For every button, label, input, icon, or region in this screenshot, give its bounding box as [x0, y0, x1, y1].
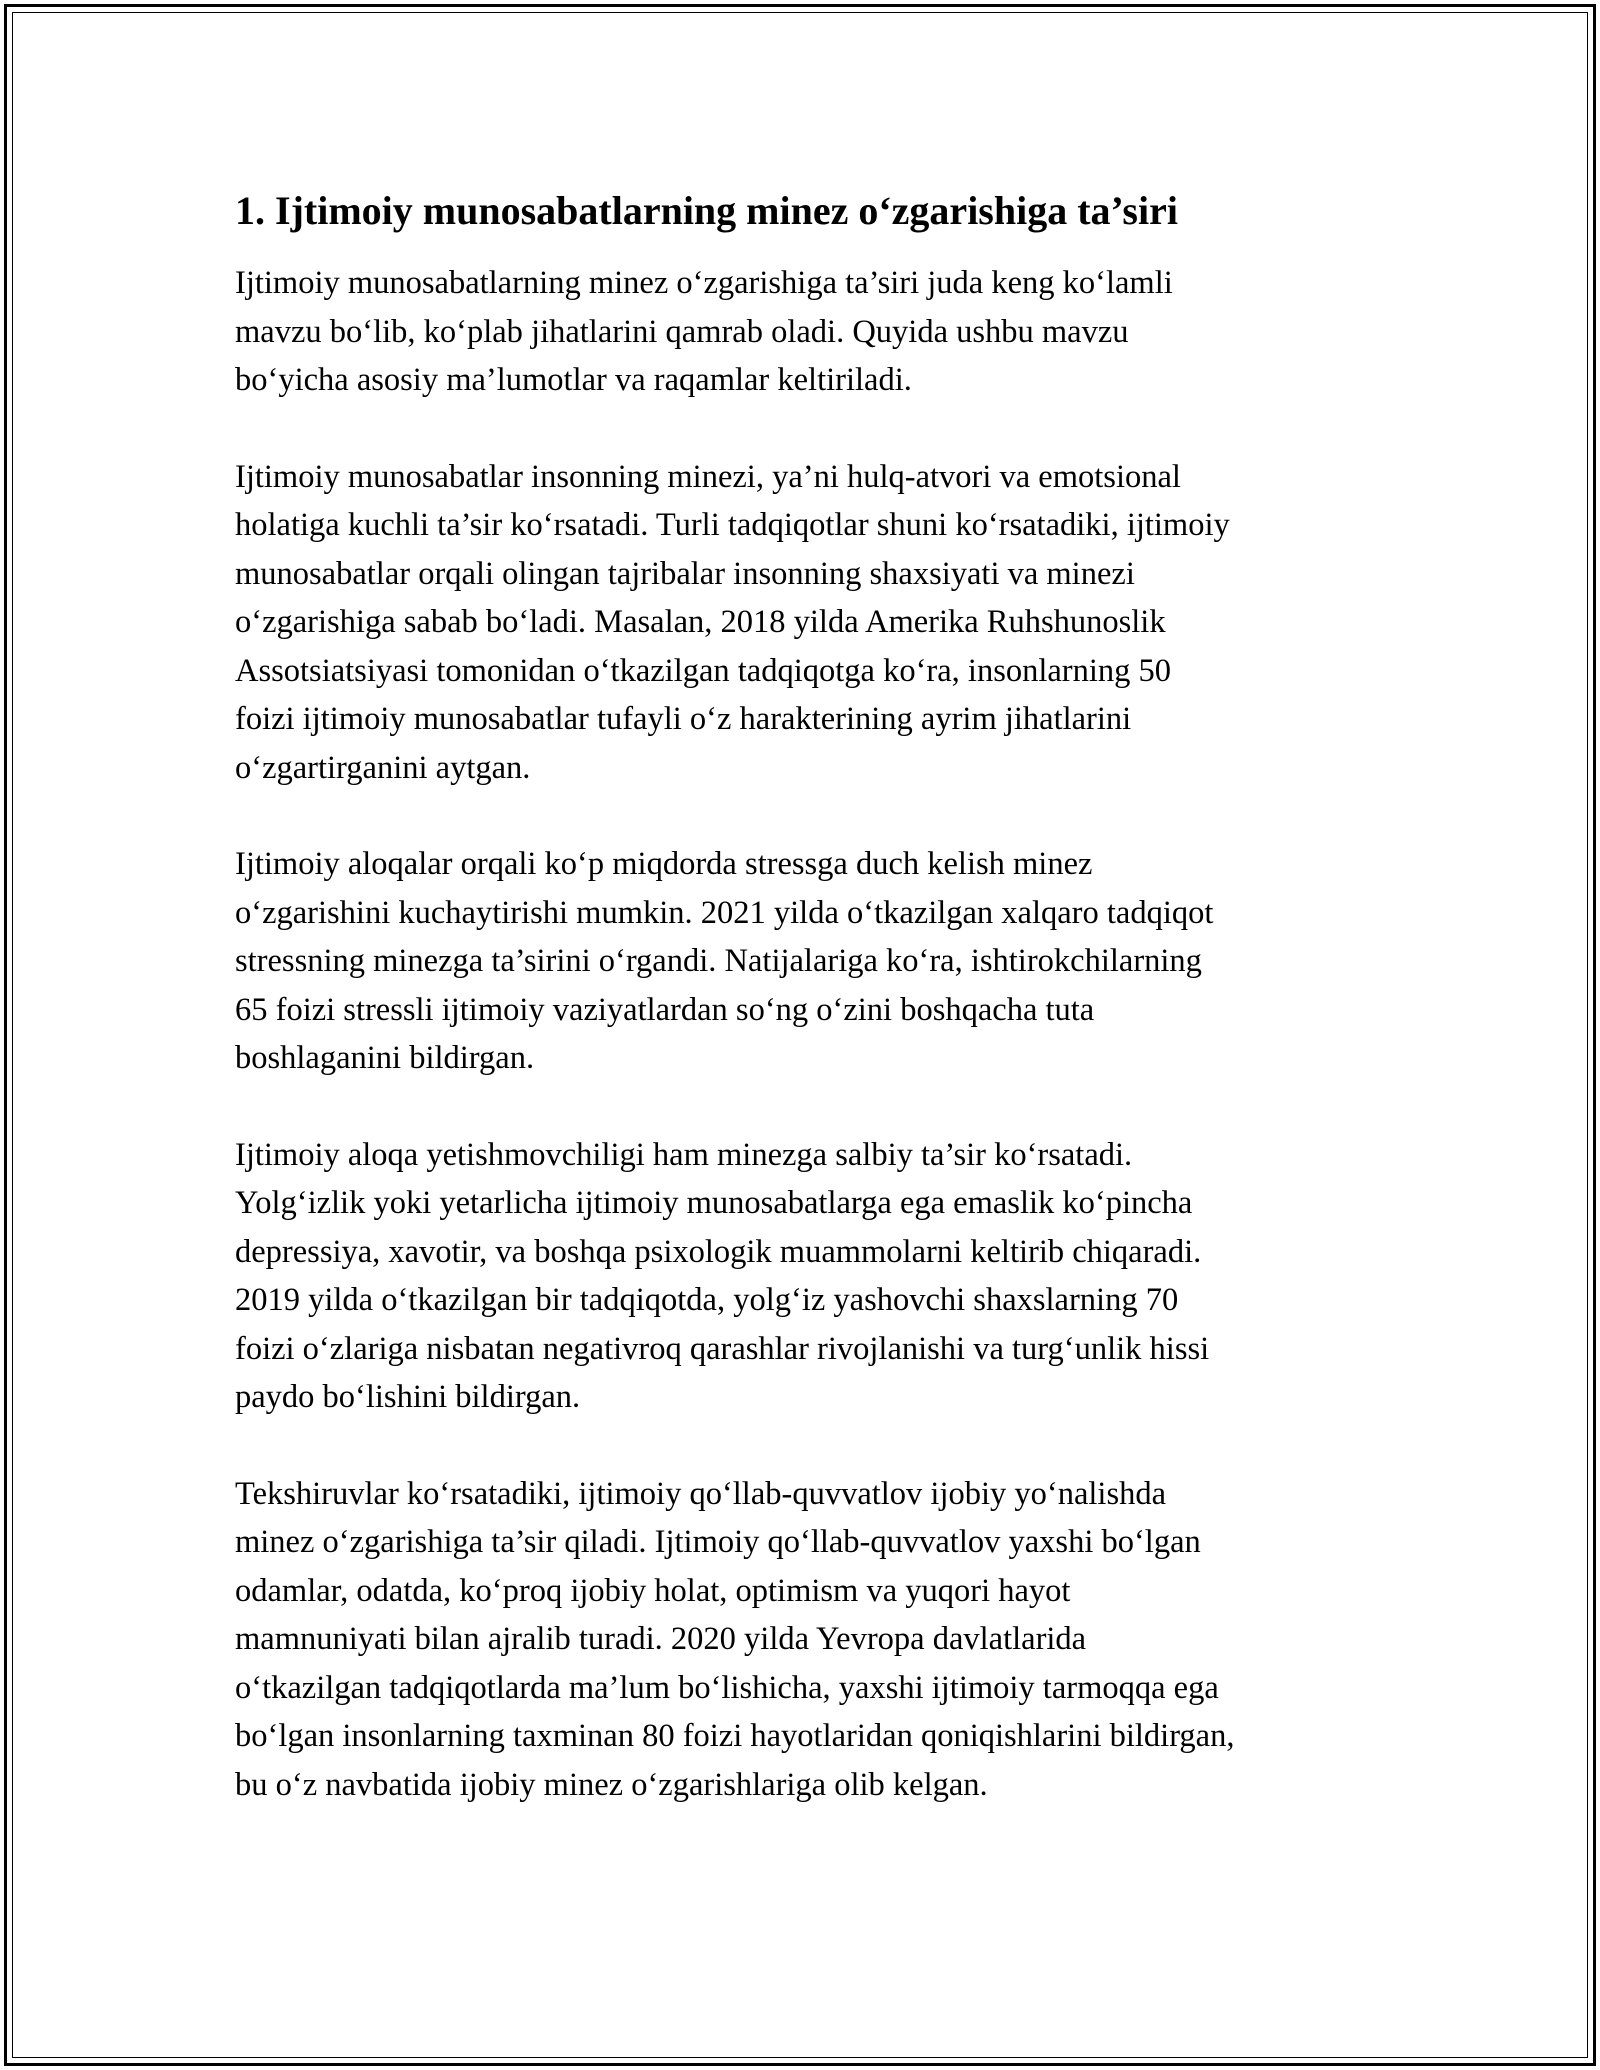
paragraph-support: Tekshiruvlar ko‘rsatadiki, ijtimoiy qo‘llab-quvvatlov ijobiy yo‘nalishda minez o‘zgarishiga ta’sir qiladi. Ijtimoiy qo‘llab-quvvatlov yaxshi bo‘lgan odamlar, odatda, ko‘proq ijobiy holat, optimism va yuqori hayot mamnuniyati bilan ajralib turadi. 2020 yilda Yevropa davlatlarida o‘tkazilgan tadqiqotlarda ma’lum bo‘lishicha, yaxshi ijtimoiy tarmoqqa ega bo‘lgan insonlarning taxminan 80 foizi hayotlaridan qoniqishlarini bildirgan, bu o‘z navbatida ijobiy minez o‘zgarishlariga olib kelgan. [235, 1475, 1235, 1803]
paragraph-loneliness: Ijtimoiy aloqa yetishmovchiligi ham minezga salbiy ta’sir ko‘rsatadi. Yolg‘izlik yoki yetarlicha ijtimoiy munosabatlarga ega emaslik ko‘pincha depressiya, xavotir, va boshqa psixologik muammolarni keltirib chiqaradi. 2019 yilda o‘tkazilgan bir tadqiqotda, yolg‘iz yashovchi shaxslarning 70 foizi o‘zlariga nisbatan negativroq qarashlar rivojlanishi va turg‘unlik hissi paydo bo‘lishini bildirgan. [235, 1136, 1210, 1415]
section-heading: 1. Ijtimoiy munosabatlarning minez o‘zgarishiga ta’siri [235, 188, 1178, 233]
paragraph-stress: Ijtimoiy aloqalar orqali ko‘p miqdorda stressga duch kelish minez o‘zgarishini kuchaytirishi mumkin. 2021 yilda o‘tkazilgan xalqaro tadqiqot stressning minezga ta’sirini o‘rgandi. Natijalariga ko‘ra, ishtirokchilarning 65 foizi stressli ijtimoiy vaziyatlardan so‘ng o‘zini boshqacha tuta boshlaganini bildirgan. [235, 846, 1214, 1076]
paragraph-behavior: Ijtimoiy munosabatlar insonning minezi, ya’ni hulq-atvori va emotsional holatiga kuchli ta’sir ko‘rsatadi. Turli tadqiqotlar shuni ko‘rsatadiki, ijtimoiy munosabatlar orqali olingan tajribalar insonning shaxsiyati va minezi o‘zgarishiga sabab bo‘ladi. Masalan, 2018 yilda Amerika Ruhshunoslik Assotsiatsiyasi tomonidan o‘tkazilgan tadqiqotga ko‘ra, insonlarning 50 foizi ijtimoiy munosabatlar tufayli o‘z harakterining ayrim jihatlarini o‘zgartirganini aytgan. [235, 458, 1230, 786]
paragraph-intro: Ijtimoiy munosabatlarning minez o‘zgarishiga ta’siri juda keng ko‘lamli mavzu bo‘lib, ko‘plab jihatlarini qamrab oladi. Quyida ushbu mavzu bo‘yicha asosiy ma’lumotlar va raqamlar keltiriladi. [235, 265, 1173, 398]
document-body [235, 186, 1375, 1857]
